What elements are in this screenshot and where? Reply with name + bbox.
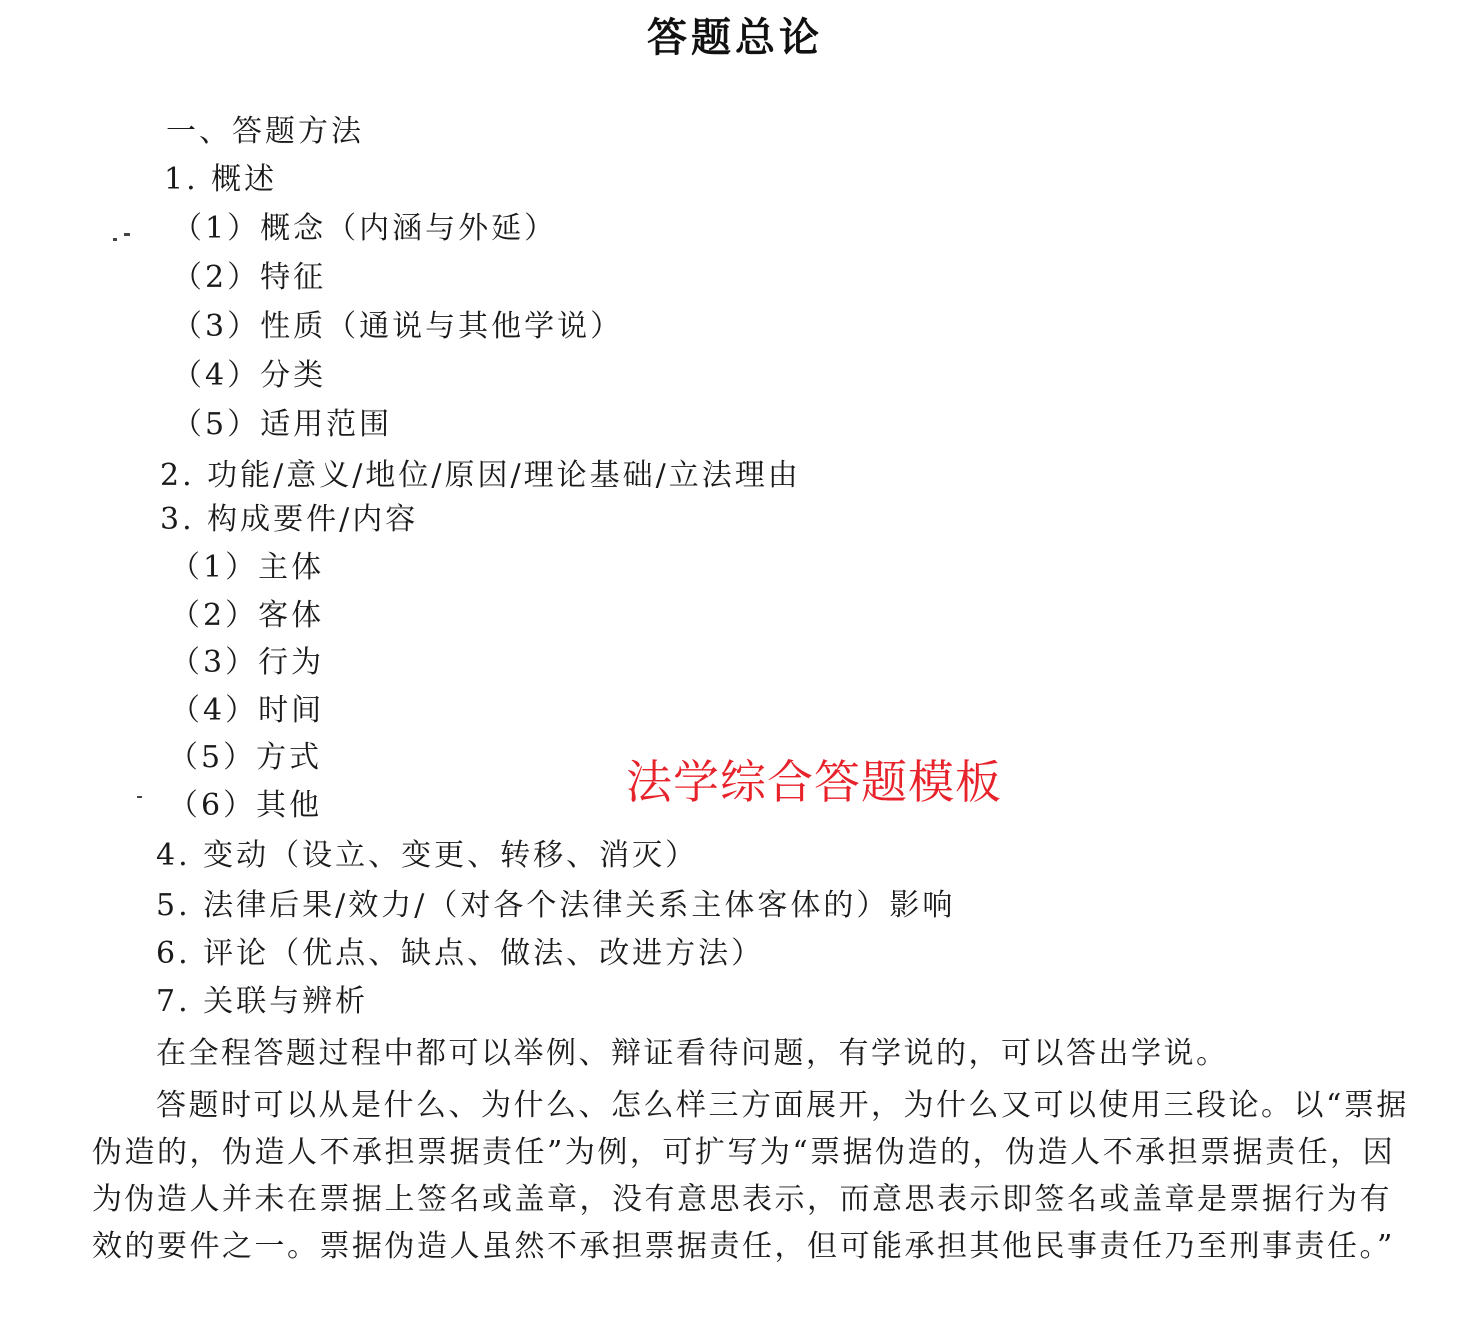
outline-item-3: 3. 构成要件/内容: [160, 502, 419, 537]
watermark-text: 法学综合答题模板: [626, 755, 1002, 809]
scan-speck: [113, 238, 117, 241]
outline-subitem-3-3: （3）行为: [170, 645, 325, 680]
scan-speck: [124, 233, 130, 236]
outline-subitem-3-4: （4）时间: [170, 693, 325, 728]
page-title: 答题总论: [647, 15, 823, 61]
outline-item-6: 6. 评论（优点、缺点、做法、改进方法）: [156, 936, 765, 971]
outline-item-7: 7. 关联与辨析: [156, 984, 369, 1019]
outline-subitem-1-3: （3）性质（通说与其他学说）: [172, 309, 624, 344]
outline-subitem-3-2: （2）客体: [170, 598, 325, 633]
paragraph-tip-1: 在全程答题过程中都可以举例、辩证看待问题，有学说的，可以答出学说。: [156, 1036, 1229, 1071]
outline-subitem-1-2: （2）特征: [172, 260, 327, 295]
outline-item-4: 4. 变动（设立、变更、转移、消灭）: [156, 838, 699, 873]
outline-subitem-3-6: （6）其他: [168, 788, 323, 823]
outline-subitem-1-5: （5）适用范围: [172, 407, 393, 442]
outline-item-5: 5. 法律后果/效力/（对各个法律关系主体客体的）影响: [156, 888, 956, 923]
outline-subitem-1-4: （4）分类: [172, 358, 327, 393]
outline-heading-1: 一、答题方法: [166, 114, 364, 149]
paragraph-tip-2: 答题时可以从是什么、为什么、怎么样三方面展开，为什么又可以使用三段论。以“票据伪造的，伪造人不承担票据责任”为例，可扩写为“票据伪造的，伪造人不承担票据责任，因为伪造人并未在票据上签名或盖章，没有意思表示，而意思表示即签名或盖章是票据行为有效的要件之一。票据伪造人虽然不承担票据责任，但可能承担其他民事责任乃至刑事责任。”: [92, 1088, 1409, 1264]
outline-item-2: 2. 功能/意义/地位/原因/理论基础/立法理由: [160, 458, 801, 493]
outline-item-1: 1. 概述: [164, 162, 278, 197]
scan-speck: [137, 796, 142, 798]
outline-subitem-1-1: （1）概念（内涵与外延）: [172, 211, 558, 246]
outline-subitem-3-1: （1）主体: [170, 550, 325, 585]
outline-subitem-3-5: （5）方式: [168, 740, 323, 775]
